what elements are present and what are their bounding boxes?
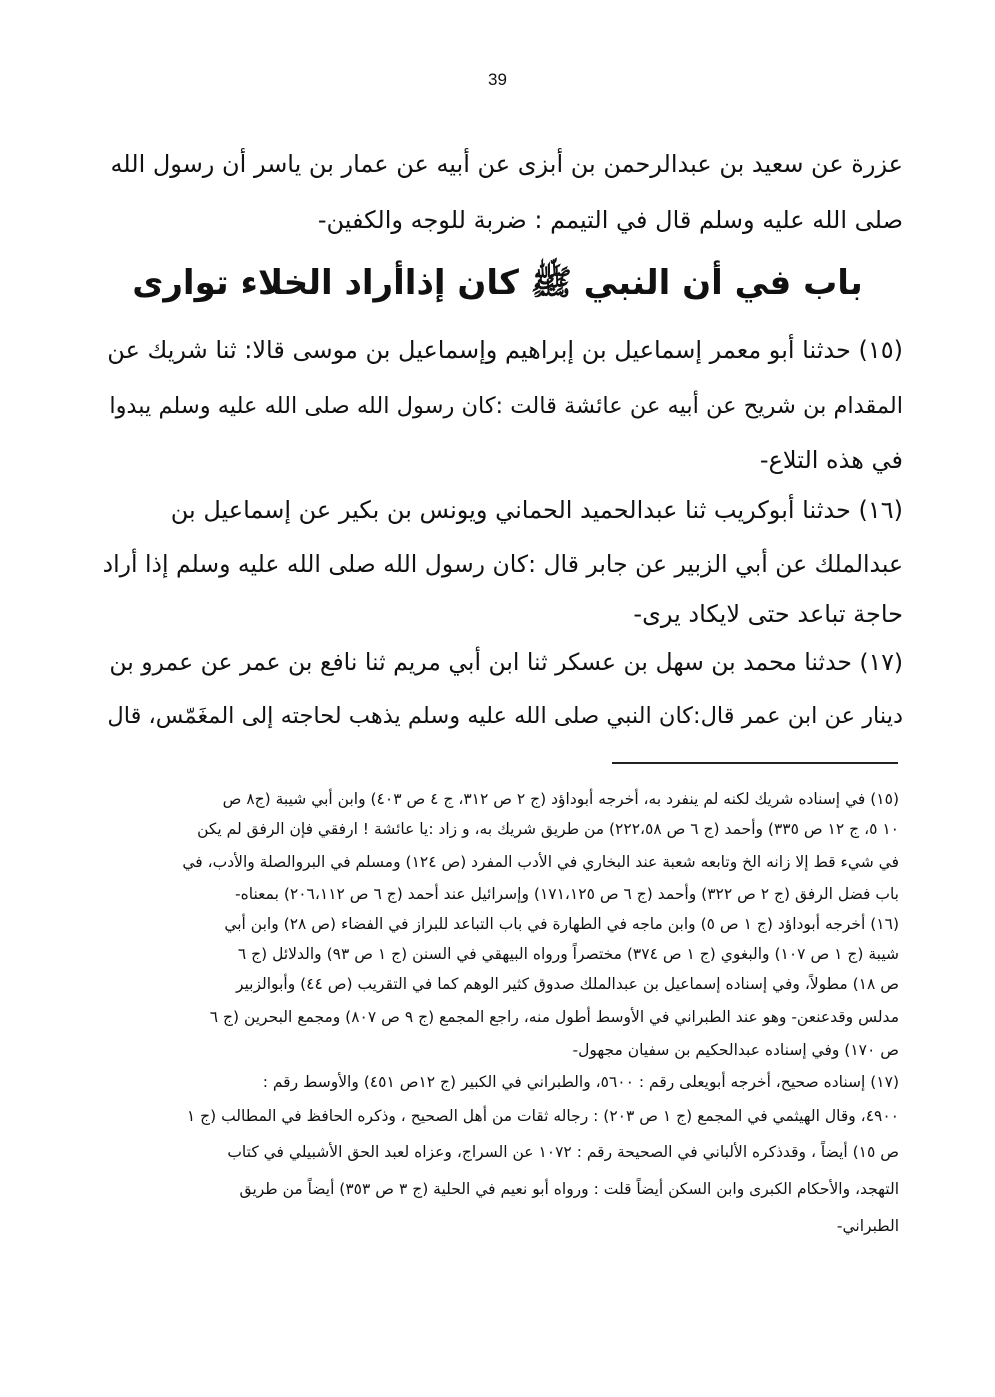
footnote-17-line-5: الطبراني- <box>836 1217 899 1235</box>
chapter-heading: باب في أن النبي ﷺ كان إذاأراد الخلاء توارى <box>132 263 863 303</box>
page-number: 39 <box>488 70 507 89</box>
footnote-17-line-3: ص ١٥) أيضاً ، وقدذكره الألباني في الصحيحة رقم : ١٠٧٢ عن السراج، وعزاه لعبد الحق الأشبيلي في كتاب <box>227 1143 899 1161</box>
footnote-17-line-1: (١٧) إسناده صحيح، أخرجه أبويعلى رقم : ٥٦٠٠، والطبراني في الكبير (ج ١٢ص ٤٥١) والأوسط رقم : <box>262 1073 899 1091</box>
footnote-15-line-2: ١٠ ٥، ج ١٢ ص ٣٣٥) وأحمد (ج ٦ ص ٢٢٢،٥٨) من طريق شريك به، و زاد :يا عائشة ! ارفقي فإن الرفق لم يكن <box>197 820 899 838</box>
hadith-15-line-1: (١٥) حدثنا أبو معمر إسماعيل بن إبراهيم وإسماعيل بن موسى قالا: ثنا شريك عن <box>107 336 903 364</box>
hadith-16-line-1: (١٦) حدثنا أبوكريب ثنا عبدالحميد الحماني ويونس بن بكير عن إسماعيل بن <box>170 496 903 524</box>
intro-line-1: عزرة عن سعيد بن عبدالرحمن بن أبزى عن أبيه عن عمار بن ياسر أن رسول الله <box>110 150 903 178</box>
hadith-17-line-1: (١٧) حدثنا محمد بن سهل بن عسكر ثنا ابن أبي مريم ثنا نافع بن عمر عن عمرو بن <box>109 648 903 676</box>
footnote-16-line-2: شيبة (ج ١ ص ١٠٧) والبغوي (ج ١ ص ٣٧٤) مختصراً ورواه البيهقي في السنن (ج ١ ص ٩٣) والدلائل (ج ٦ <box>237 945 899 963</box>
footnote-16-line-4: مدلس وقدعنعن- وهو عند الطبراني في الأوسط أطول منه، راجع المجمع (ج ٩ ص ٨٠٧) ومجمع البحرين (ج ٦ <box>209 1008 899 1026</box>
footnote-16-line-3: ص ١٨) مطولاً، وفي إسناده إسماعيل بن عبدالملك صدوق كثير الوهم كما في التقريب (ص ٤٤) وأبوالزبير <box>235 975 899 993</box>
footnote-17-line-2: ٤٩٠٠، وقال الهيثمي في المجمع (ج ١ ص ٢٠٣) : رجاله ثقات من أهل الصحيح ، وذكره الحافظ في المطالب (ج ١ <box>186 1107 899 1125</box>
hadith-16-line-2: عبدالملك عن أبي الزبير عن جابر قال :كان رسول الله صلى الله عليه وسلم إذا أراد <box>102 550 903 578</box>
hadith-15-line-3: في هذه التلاع- <box>759 446 903 474</box>
footnote-15-line-1: (١٥) في إسناده شريك لكنه لم ينفرد به، أخرجه أبوداؤد (ج ٢ ص ٣١٢، ج ٤ ص ٤٠٣) وابن أبي شيبة (ج٨ ص <box>222 790 899 808</box>
footnote-15-line-4: باب فضل الرفق (ج ٢ ص ٣٢٢) وأحمد (ج ٦ ص ١٧١،١٢٥) وإسرائيل عند أحمد (ج ٦ ص ٢٠٦،١١٢) بمعناه- <box>235 885 899 903</box>
footnote-separator <box>612 762 898 764</box>
footnote-15-line-3: في شيء قط إلا زانه الخ وتابعه شعبة عند البخاري في الأدب المفرد (ص ١٢٤) ومسلم في البروالصلة والأدب، في <box>182 853 899 871</box>
hadith-16-line-3: حاجة تباعد حتى لايكاد يرى- <box>633 600 903 628</box>
hadith-17-line-2: دينار عن ابن عمر قال:كان النبي صلى الله عليه وسلم يذهب لحاجته إلى المغَمّس، قال <box>107 703 903 729</box>
hadith-15-line-2: المقدام بن شريح عن أبيه عن عائشة قالت :كان رسول الله صلى الله عليه وسلم يبدوا <box>109 393 903 419</box>
footnote-17-line-4: التهجد، والأحكام الكبرى وابن السكن أيضاً قلت : ورواه أبو نعيم في الحلية (ج ٣ ص ٣٥٣) أيضاً من طريق <box>239 1180 899 1198</box>
footnote-16-line-5: ص ١٧٠) وفي إسناده عبدالحكيم بن سفيان مجهول- <box>572 1041 899 1059</box>
footnote-16-line-1: (١٦) أخرجه أبوداؤد (ج ١ ص ٥) وابن ماجه في الطهارة في باب التباعد للبراز في الفضاء (ص ٢٨) وابن أبي <box>224 915 899 933</box>
intro-line-2: صلى الله عليه وسلم قال في التيمم : ضربة للوجه والكفين- <box>317 206 903 234</box>
